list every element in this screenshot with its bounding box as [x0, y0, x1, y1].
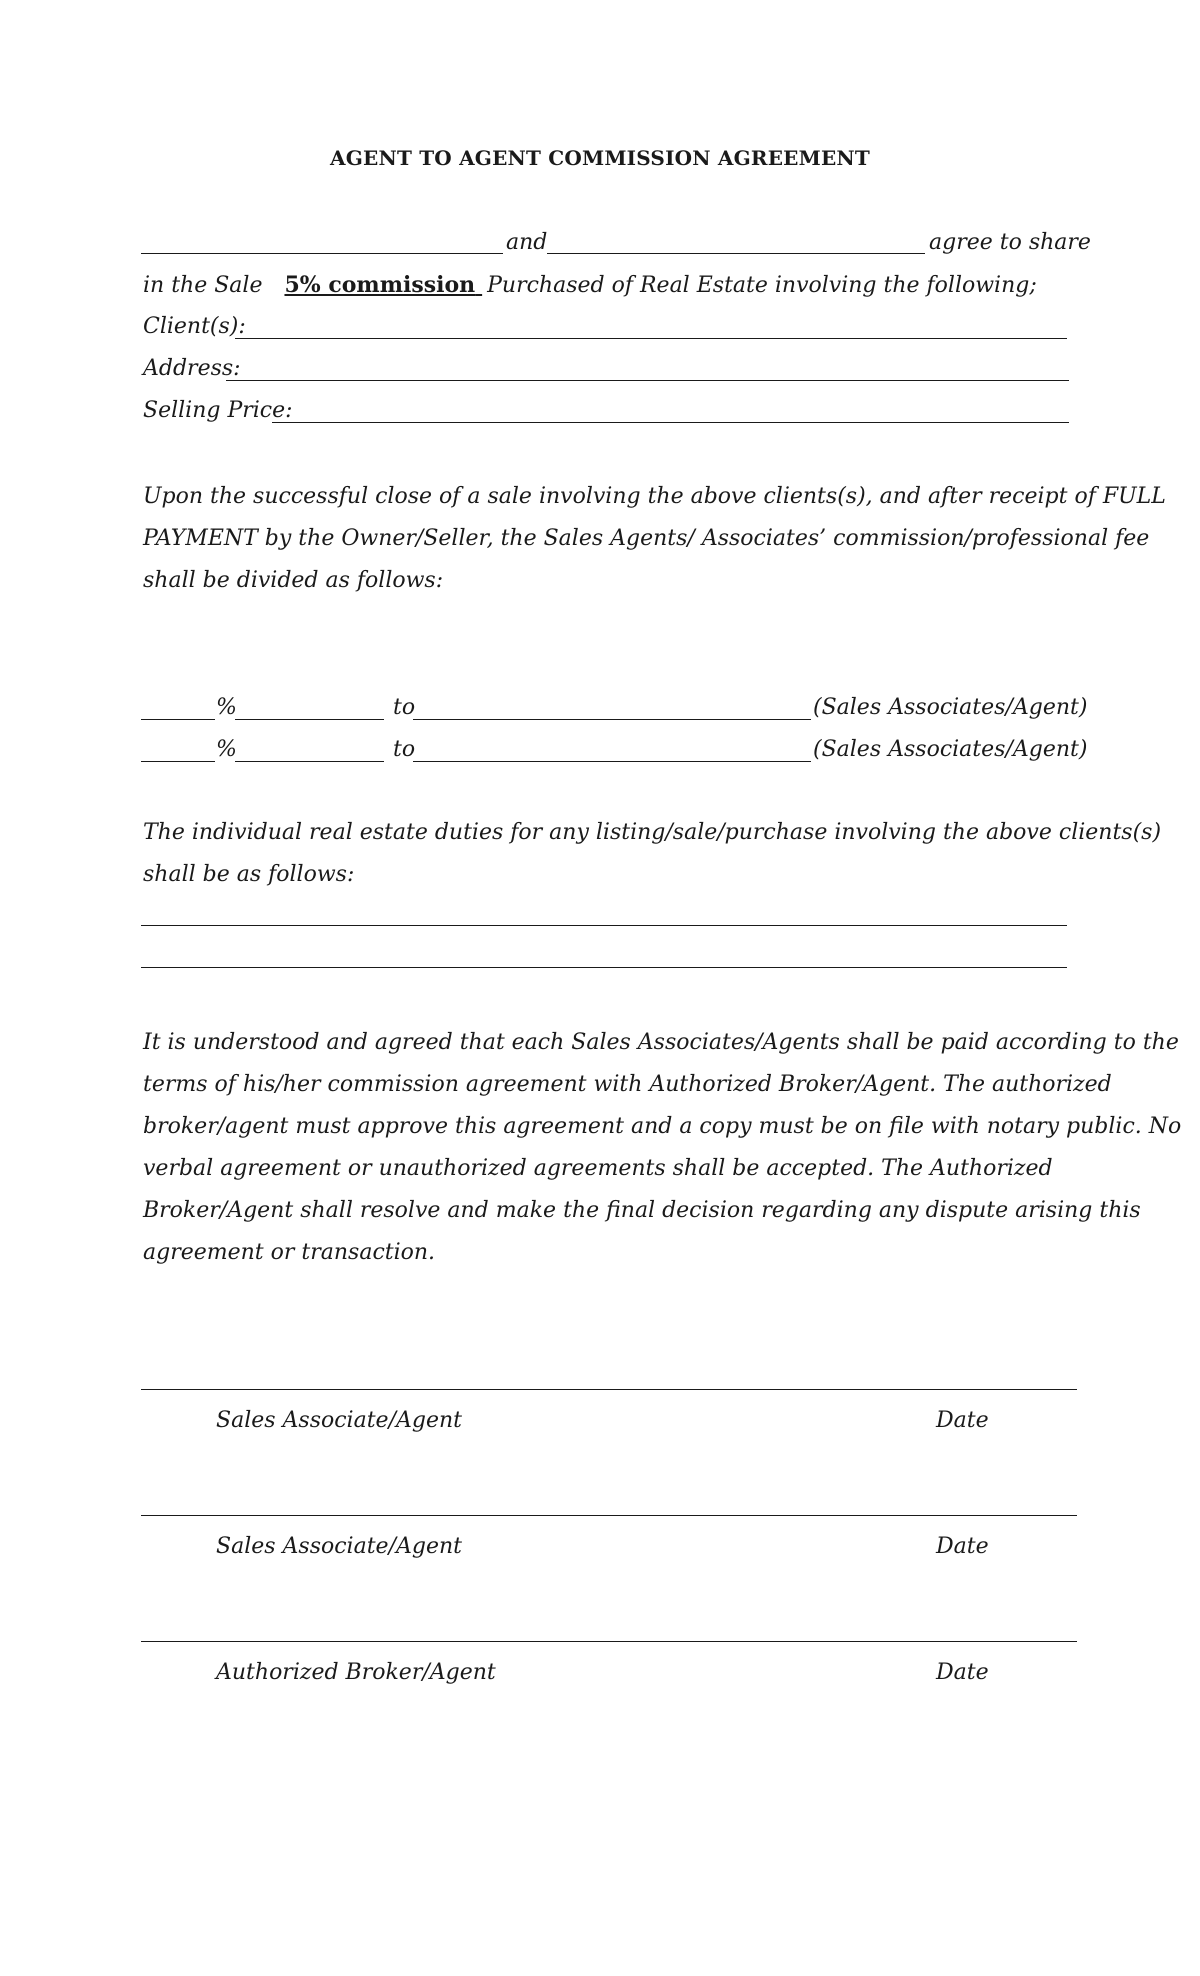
duties-field[interactable]	[141, 967, 1067, 968]
sale-suffix: Purchased of Real Estate involving the following;	[487, 273, 1037, 298]
to-label: to	[393, 695, 416, 720]
signature-line[interactable]	[141, 1515, 1077, 1516]
signature-date: Date	[936, 1534, 989, 1559]
agree-label: agree to share	[929, 230, 1091, 255]
terms-line: terms of his/her commission agreement with Authorized Broker/Agent. The authorized	[143, 1072, 1112, 1097]
agent-name-blank[interactable]	[413, 719, 811, 720]
duties-line: shall be as follows:	[143, 862, 355, 887]
payment-line: shall be divided as follows:	[143, 568, 444, 593]
amount-blank[interactable]	[235, 719, 384, 720]
selling-price-field[interactable]	[272, 422, 1069, 423]
terms-line: agreement or transaction.	[143, 1240, 436, 1265]
sale-line	[143, 274, 1037, 297]
payment-paragraph	[143, 476, 1166, 602]
terms-line: verbal agreement or unauthorized agreements shall be accepted. The Authorized	[143, 1156, 1053, 1181]
agent2-blank[interactable]	[547, 253, 925, 254]
role-label: (Sales Associates/Agent)	[813, 737, 1088, 762]
signature-date: Date	[936, 1408, 989, 1433]
address-label: Address:	[143, 356, 241, 381]
terms-line: broker/agent must approve this agreement and a copy must be on file with notary public. No	[143, 1114, 1182, 1139]
selling-price-label: Selling Price:	[143, 398, 293, 423]
payment-line: PAYMENT by the Owner/Seller, the Sales Agents/ Associates’ commission/professional fee	[143, 526, 1150, 551]
payment-line: Upon the successful close of a sale involving the above clients(s), and after receipt of FULL	[143, 484, 1166, 509]
to-label: to	[393, 737, 416, 762]
percent-blank[interactable]	[141, 761, 215, 762]
agent1-blank[interactable]	[141, 253, 503, 254]
terms-line: Broker/Agent shall resolve and make the final decision regarding any dispute arising this	[143, 1198, 1141, 1223]
signature-role: Authorized Broker/Agent	[216, 1660, 496, 1685]
signature-line[interactable]	[141, 1389, 1077, 1390]
agent-name-blank[interactable]	[413, 761, 811, 762]
clients-label: Client(s):	[143, 314, 246, 339]
signature-role: Sales Associate/Agent	[216, 1408, 462, 1433]
address-field[interactable]	[226, 380, 1069, 381]
signature-role: Sales Associate/Agent	[216, 1534, 462, 1559]
percent-sign: %	[216, 737, 237, 762]
sale-prefix: in the Sale	[143, 273, 263, 298]
duties-field[interactable]	[141, 925, 1067, 926]
percent-sign: %	[216, 695, 237, 720]
commission-value: 5% commission	[284, 272, 476, 298]
signature-line[interactable]	[141, 1641, 1077, 1642]
terms-line: It is understood and agreed that each Sales Associates/Agents shall be paid according to the	[143, 1030, 1179, 1055]
clients-field[interactable]	[235, 338, 1067, 339]
and-label: and	[506, 230, 548, 255]
amount-blank[interactable]	[235, 761, 384, 762]
terms-paragraph	[143, 1022, 1181, 1274]
signature-date: Date	[936, 1660, 989, 1685]
role-label: (Sales Associates/Agent)	[813, 695, 1088, 720]
duties-line: The individual real estate duties for any listing/sale/purchase involving the above clients(s)	[143, 820, 1162, 845]
percent-blank[interactable]	[141, 719, 215, 720]
duties-paragraph	[143, 812, 1161, 896]
document-title: AGENT TO AGENT COMMISSION AGREEMENT	[330, 146, 870, 170]
